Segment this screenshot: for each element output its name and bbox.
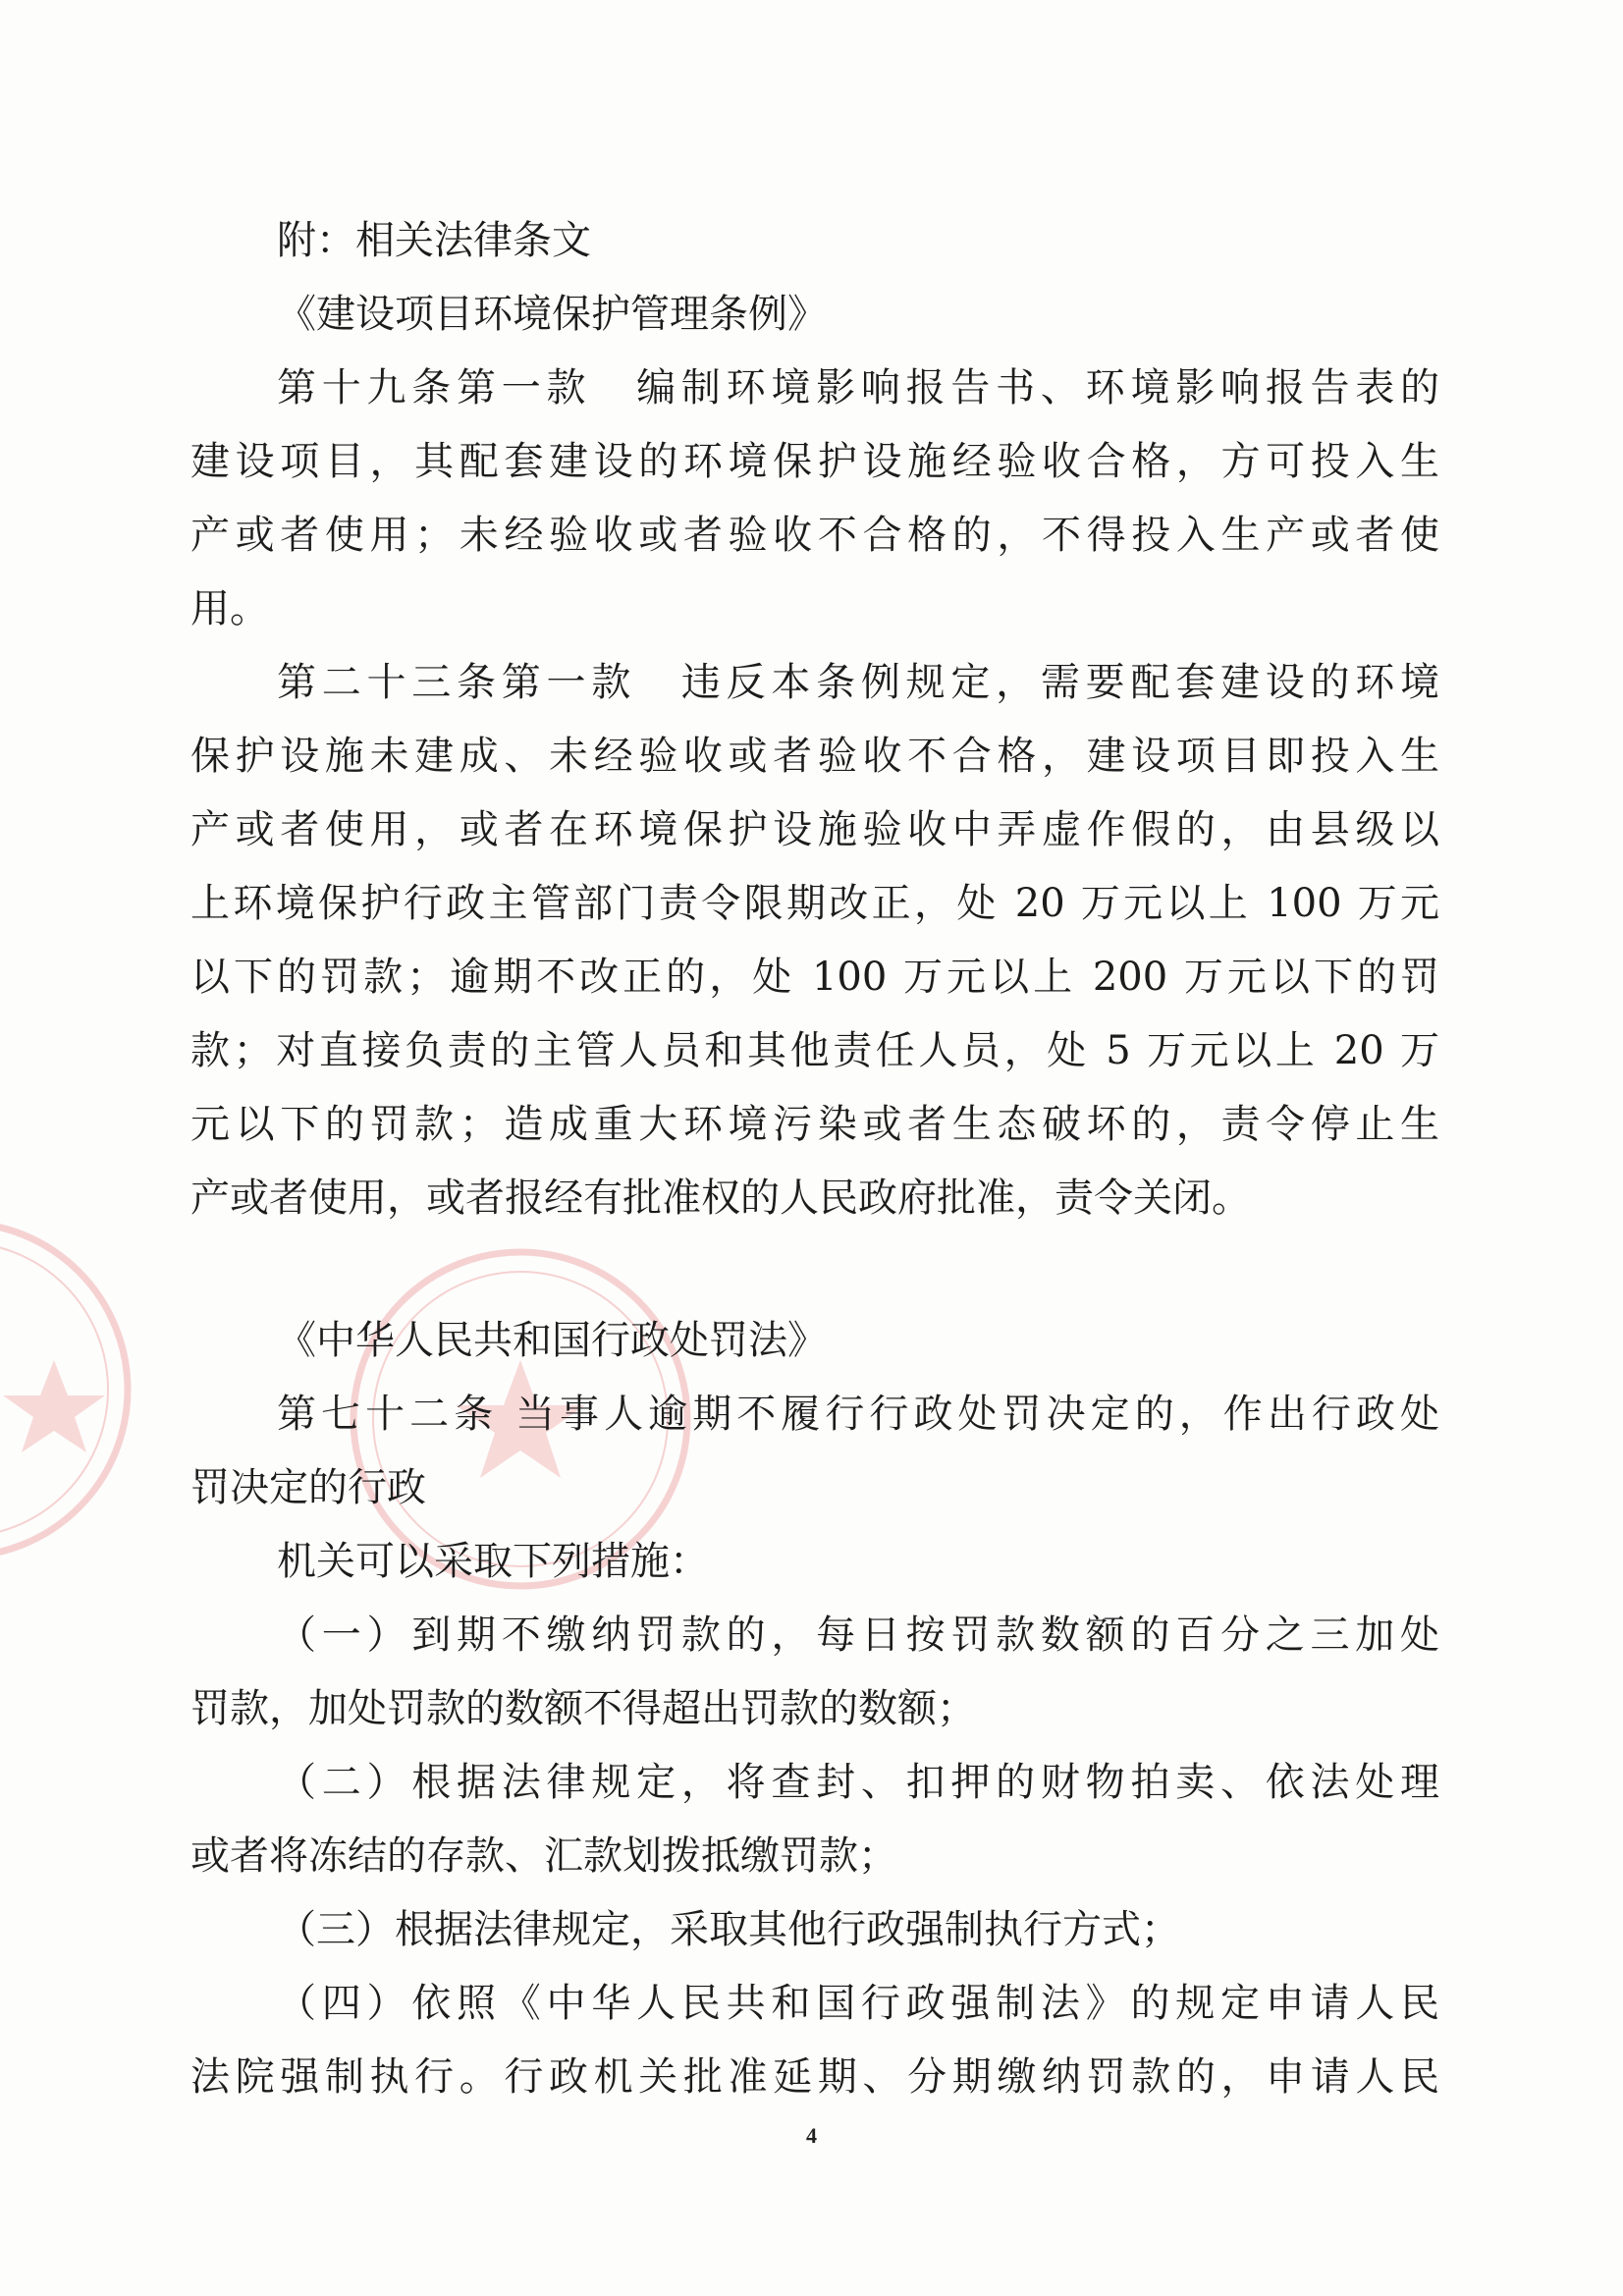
article-72-line: 第七十二条 当事人逾期不履行行政处罚决定的，作出行政处 <box>277 1392 1439 1437</box>
appendix-title: 附：相关法律条文 <box>277 218 591 263</box>
article-23-line: 元以下的罚款；造成重大环境污染或者生态破坏的，责令停止生 <box>190 1102 1439 1147</box>
article-23-line: 产或者使用，或者报经有批准权的人民政府批准，责令关闭。 <box>190 1175 1251 1221</box>
article-19-line: 建设项目，其配套建设的环境保护设施经验收合格，方可投入生 <box>190 439 1439 484</box>
measure-item-1: （一）到期不缴纳罚款的，每日按罚款数额的百分之三加处 <box>277 1613 1439 1658</box>
article-19-line: 第十九条第一款 编制环境影响报告书、环境影响报告表的 <box>277 365 1439 410</box>
article-23-line: 以下的罚款；逾期不改正的，处 100 万元以上 200 万元以下的罚 <box>190 955 1439 1000</box>
article-19-line: 产或者使用；未经验收或者验收不合格的，不得投入生产或者使 <box>190 513 1439 558</box>
article-23-line: 产或者使用，或者在环境保护设施验收中弄虚作假的，由县级以 <box>190 807 1439 852</box>
article-19-line: 用。 <box>190 586 269 631</box>
page-number: 4 <box>806 2123 817 2148</box>
document-body <box>190 204 1439 2114</box>
measure-item-2: （二）根据法律规定，将查封、扣押的财物拍卖、依法处理 <box>277 1760 1439 1805</box>
measure-item-4: 法院强制执行。行政机关批准延期、分期缴纳罚款的，申请人民 <box>190 2054 1439 2100</box>
law-title: 《中华人民共和国行政处罚法》 <box>277 1318 827 1363</box>
article-23-line: 保护设施未建成、未经验收或者验收不合格，建设项目即投入生 <box>190 734 1439 779</box>
article-72-line: 罚决定的行政 <box>190 1465 426 1510</box>
measure-item-3: （三）根据法律规定，采取其他行政强制执行方式； <box>277 1907 1180 1952</box>
measure-item-4: （四）依照《中华人民共和国行政强制法》的规定申请人民 <box>277 1981 1439 2026</box>
measure-item-1: 罚款，加处罚款的数额不得超出罚款的数额； <box>190 1686 976 1731</box>
article-23-line: 第二十三条第一款 违反本条例规定，需要配套建设的环境 <box>277 660 1439 705</box>
measure-item-2: 或者将冻结的存款、汇款划拨抵缴罚款； <box>190 1833 897 1879</box>
article-72-line: 机关可以采取下列措施： <box>277 1539 709 1584</box>
article-23-line: 款；对直接负责的主管人员和其他责任人员，处 5 万元以上 20 万 <box>190 1028 1439 1073</box>
article-23-line: 上环境保护行政主管部门责令限期改正，处 20 万元以上 100 万元 <box>190 881 1439 926</box>
regulation-title: 《建设项目环境保护管理条例》 <box>277 292 827 337</box>
